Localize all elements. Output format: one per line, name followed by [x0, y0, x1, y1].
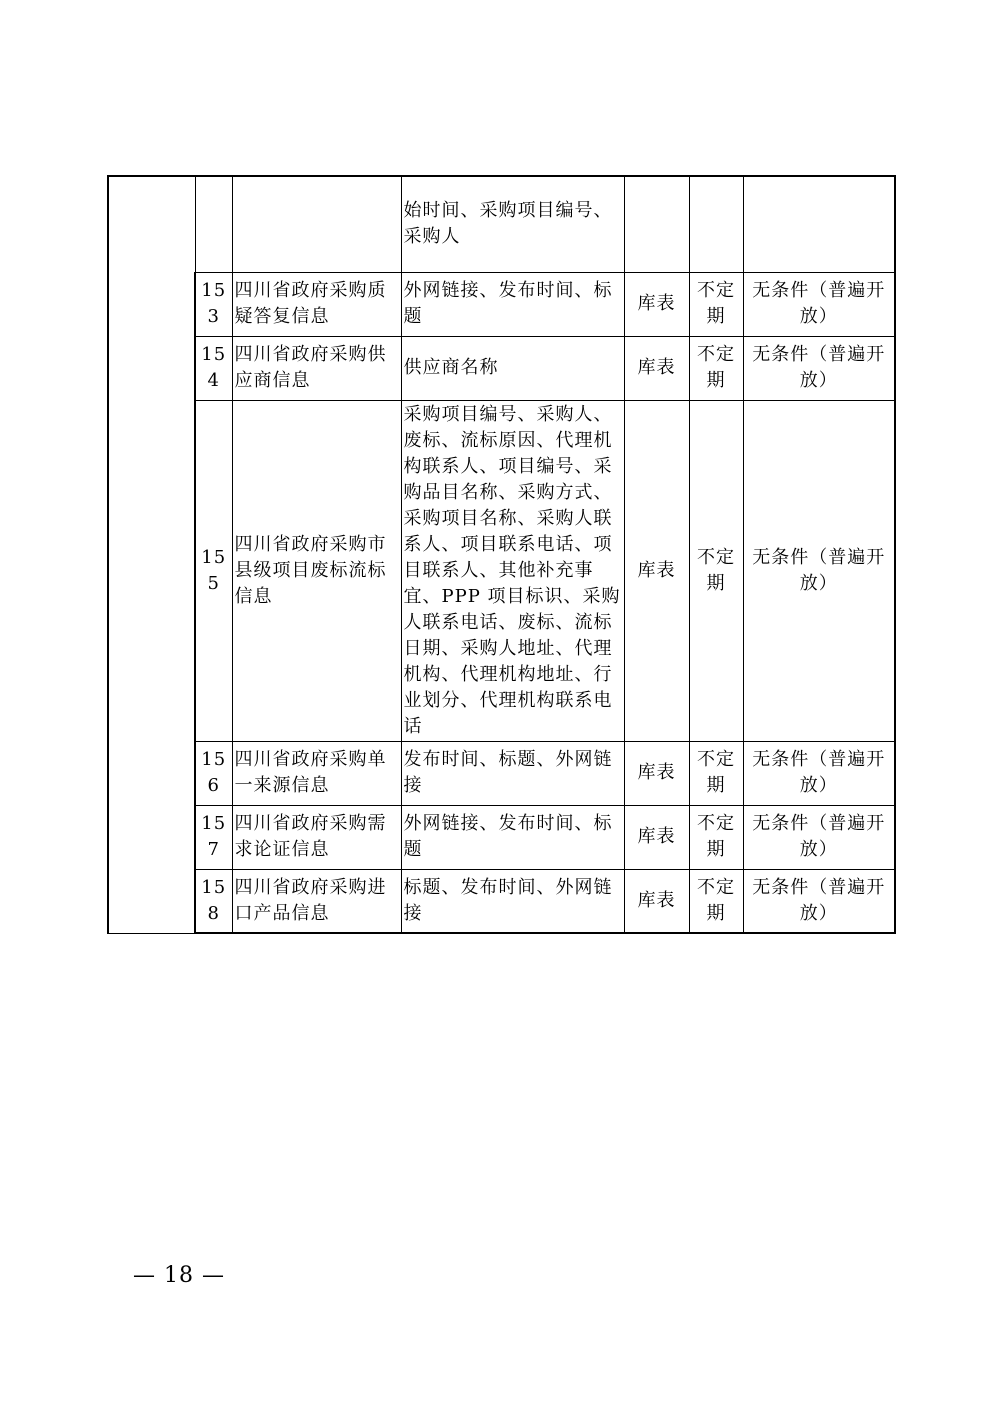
row-number: 156 [195, 741, 232, 805]
table-row [108, 869, 895, 933]
row-sharing: 无条件（普遍开放） [743, 272, 895, 336]
table-row [108, 741, 895, 805]
row-format: 库表 [624, 805, 689, 869]
row-format: 库表 [624, 869, 689, 933]
row-format: 库表 [624, 272, 689, 336]
row-fields: 发布时间、标题、外网链接 [401, 741, 624, 805]
row-number: 153 [195, 272, 232, 336]
continuation-format-cell [624, 176, 689, 272]
row-number: 158 [195, 869, 232, 933]
row-fields: 供应商名称 [401, 336, 624, 400]
row-resource-name: 四川省政府采购进口产品信息 [232, 869, 401, 933]
row-frequency: 不定期 [689, 869, 743, 933]
row-sharing: 无条件（普遍开放） [743, 805, 895, 869]
row-sharing: 无条件（普遍开放） [743, 869, 895, 933]
row-resource-name: 四川省政府采购质疑答复信息 [232, 272, 401, 336]
category-cell [108, 176, 195, 933]
row-frequency: 不定期 [689, 272, 743, 336]
row-fields: 外网链接、发布时间、标题 [401, 272, 624, 336]
row-fields: 标题、发布时间、外网链接 [401, 869, 624, 933]
row-resource-name: 四川省政府采购单一来源信息 [232, 741, 401, 805]
continuation-number-cell [195, 176, 232, 272]
row-fields: 采购项目编号、采购人、废标、流标原因、代理机构联系人、项目编号、采购品目名称、采购方式、采购项目名称、采购人联系人、项目联系电话、项目联系人、其他补充事宜、PPP 项目标识、采购人联系电话、废标、流标日期、采购人地址、代理机构、代理机构地址、行业划分、代理机构联系电话 [401, 400, 624, 741]
row-fields: 外网链接、发布时间、标题 [401, 805, 624, 869]
continuation-name-cell [232, 176, 401, 272]
row-sharing: 无条件（普遍开放） [743, 741, 895, 805]
row-resource-name: 四川省政府采购供应商信息 [232, 336, 401, 400]
continuation-fields-cell: 始时间、采购项目编号、采购人 [401, 176, 624, 272]
table-row [108, 336, 895, 400]
continuation-frequency-cell [689, 176, 743, 272]
row-format: 库表 [624, 336, 689, 400]
row-frequency: 不定期 [689, 805, 743, 869]
table-row [108, 272, 895, 336]
row-format: 库表 [624, 741, 689, 805]
row-frequency: 不定期 [689, 741, 743, 805]
row-number: 154 [195, 336, 232, 400]
resource-catalog-table [107, 175, 896, 934]
row-format: 库表 [624, 400, 689, 741]
table-row [108, 805, 895, 869]
table-row-continuation [108, 176, 895, 272]
page-number: — 18 — [133, 1263, 225, 1288]
row-sharing: 无条件（普遍开放） [743, 400, 895, 741]
row-frequency: 不定期 [689, 400, 743, 741]
row-sharing: 无条件（普遍开放） [743, 336, 895, 400]
row-resource-name: 四川省政府采购市县级项目废标流标信息 [232, 400, 401, 741]
row-resource-name: 四川省政府采购需求论证信息 [232, 805, 401, 869]
continuation-sharing-cell [743, 176, 895, 272]
row-frequency: 不定期 [689, 336, 743, 400]
row-number: 157 [195, 805, 232, 869]
table-row [108, 400, 895, 741]
row-number: 155 [195, 400, 232, 741]
